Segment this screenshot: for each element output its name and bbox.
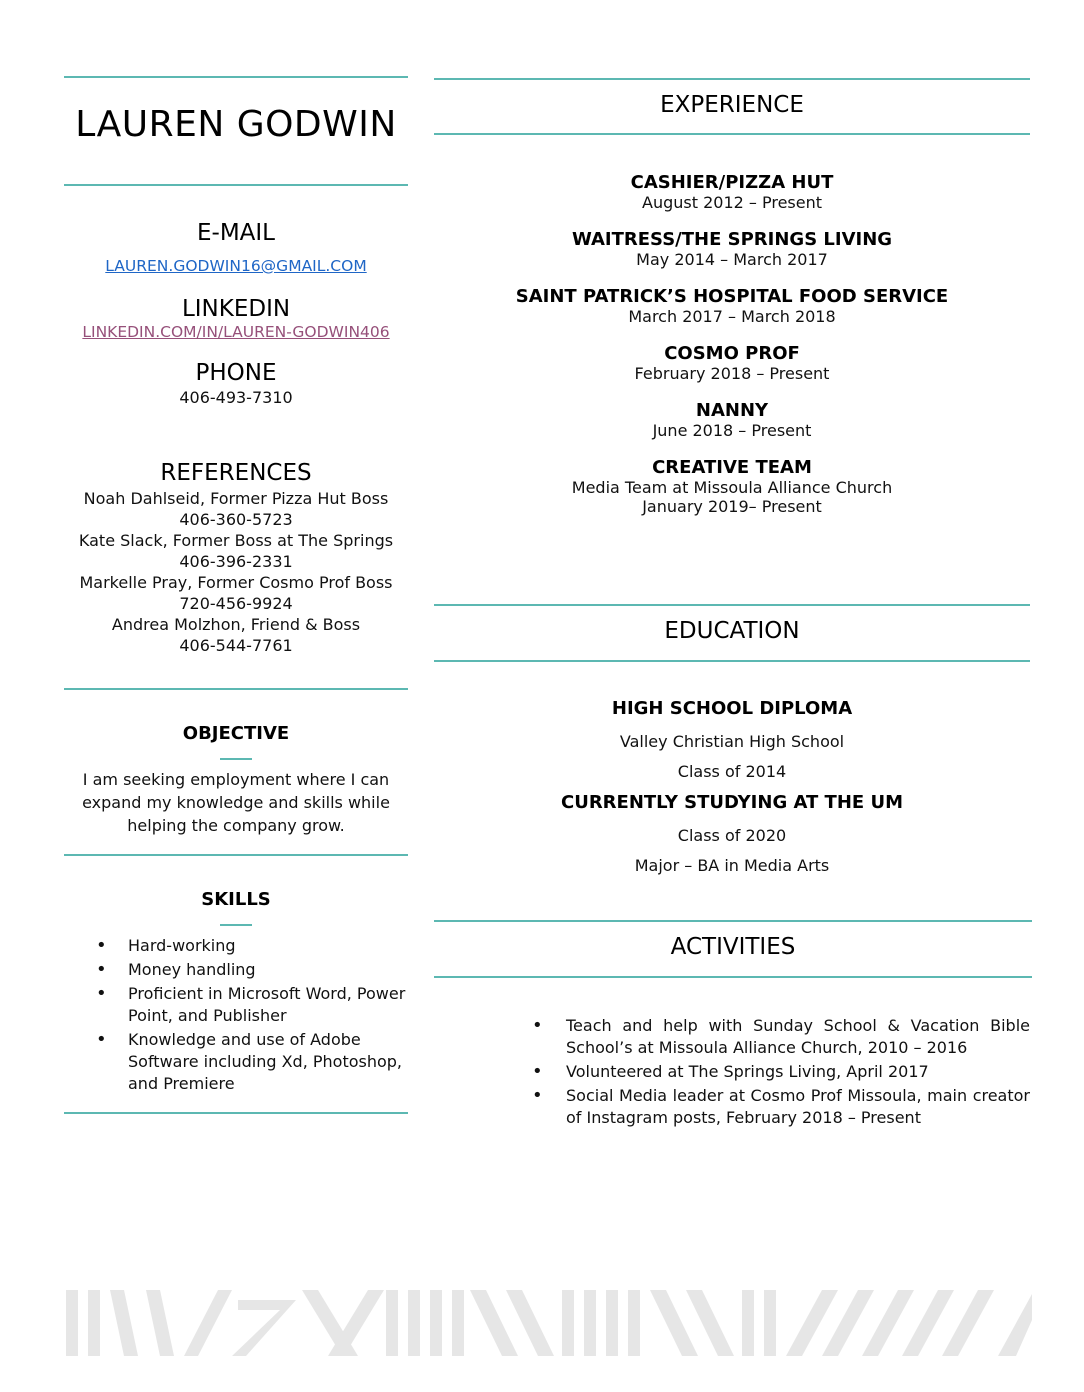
reference-phone: 720-456-9924 bbox=[179, 594, 293, 613]
skills-title: SKILLS bbox=[201, 889, 271, 910]
education-top-rule bbox=[434, 604, 1030, 606]
job-date: June 2018 – Present bbox=[652, 421, 812, 440]
reference-phone: 406-544-7761 bbox=[179, 636, 293, 655]
job-title: SAINT PATRICK’S HOSPITAL FOOD SERVICE bbox=[515, 286, 949, 307]
left-name-rule bbox=[64, 184, 408, 186]
references-title: REFERENCES bbox=[160, 460, 312, 486]
linkedin-link[interactable]: LINKEDIN.COM/IN/LAUREN-GODWIN406 bbox=[82, 323, 390, 341]
left-skills-rule bbox=[64, 854, 408, 856]
job-date: May 2014 – March 2017 bbox=[636, 250, 828, 269]
linkedin-label: LINKEDIN bbox=[181, 296, 291, 322]
footer-pattern-icon bbox=[66, 1290, 1032, 1356]
resume-name: LAUREN GODWIN bbox=[75, 104, 397, 145]
list-item: • Proficient in Microsoft Word, Power Point, and Publisher bbox=[64, 983, 408, 1027]
left-top-rule bbox=[64, 76, 408, 78]
reference-phone: 406-360-5723 bbox=[179, 510, 293, 529]
linkedin-row bbox=[64, 322, 408, 341]
experience-title: EXPERIENCE bbox=[660, 92, 804, 118]
job-date: August 2012 – Present bbox=[642, 193, 822, 212]
phone-label: PHONE bbox=[195, 360, 277, 386]
list-item: • Social Media leader at Cosmo Prof Missoula, main creator of Instagram posts, February 2018 – Present bbox=[532, 1085, 1030, 1129]
job-date: January 2019– Present bbox=[642, 497, 822, 516]
job-title: CREATIVE TEAM bbox=[652, 457, 812, 478]
job-title: WAITRESS/THE SPRINGS LIVING bbox=[571, 229, 893, 250]
activities-bottom-rule bbox=[434, 976, 1032, 978]
education-bottom-rule bbox=[434, 660, 1030, 662]
reference-phone: 406-396-2331 bbox=[179, 552, 293, 571]
objective-title: OBJECTIVE bbox=[182, 723, 290, 744]
reference-name: Andrea Molzhon, Friend & Boss bbox=[111, 615, 361, 634]
job-title: CASHIER/PIZZA HUT bbox=[630, 172, 834, 193]
education-class-2014: Class of 2014 bbox=[677, 762, 787, 781]
education-major: Major – BA in Media Arts bbox=[634, 856, 830, 875]
job-subtitle: Media Team at Missoula Alliance Church bbox=[571, 478, 893, 497]
email-label: E-MAIL bbox=[196, 220, 275, 246]
experience-list bbox=[434, 172, 1030, 516]
job-date: February 2018 – Present bbox=[634, 364, 830, 383]
skills-list bbox=[64, 935, 408, 1097]
objective-underline bbox=[220, 758, 252, 760]
activities-top-rule bbox=[434, 920, 1032, 922]
left-bottom-rule bbox=[64, 1112, 408, 1114]
list-item: • Teach and help with Sunday School & Vacation Bible School’s at Missoula Alliance Church, 2010 – 2016 bbox=[532, 1015, 1030, 1059]
education-diploma: HIGH SCHOOL DIPLOMA bbox=[611, 698, 853, 719]
list-item: • Knowledge and use of Adobe Software including Xd, Photoshop, and Premiere bbox=[64, 1029, 408, 1095]
reference-name: Noah Dahlseid, Former Pizza Hut Boss bbox=[83, 489, 389, 508]
education-class-2020: Class of 2020 bbox=[677, 826, 787, 845]
reference-name: Kate Slack, Former Boss at The Springs bbox=[78, 531, 394, 550]
list-item: • Volunteered at The Springs Living, April 2017 bbox=[532, 1061, 1030, 1083]
experience-bottom-rule bbox=[434, 133, 1030, 135]
objective-text: I am seeking employment where I can expand my knowledge and skills while helping the company grow. bbox=[82, 770, 390, 835]
left-objective-rule bbox=[64, 688, 408, 690]
job-date: March 2017 – March 2018 bbox=[628, 307, 836, 326]
list-item: • Hard-working bbox=[64, 935, 408, 957]
list-item: • Money handling bbox=[64, 959, 408, 981]
education-school: Valley Christian High School bbox=[619, 732, 845, 751]
skills-underline bbox=[220, 924, 252, 926]
references-list bbox=[64, 488, 408, 656]
experience-top-rule bbox=[434, 78, 1030, 80]
activities-title: ACTIVITIES bbox=[670, 934, 796, 960]
email-row bbox=[64, 256, 408, 275]
job-title: NANNY bbox=[695, 400, 769, 421]
education-title: EDUCATION bbox=[664, 618, 800, 644]
activities-list bbox=[532, 1015, 1030, 1131]
email-link[interactable]: LAUREN.GODWIN16@GMAIL.COM bbox=[105, 257, 367, 275]
reference-name: Markelle Pray, Former Cosmo Prof Boss bbox=[79, 573, 393, 592]
phone-number: 406-493-7310 bbox=[179, 388, 293, 407]
footer-decoration bbox=[66, 1290, 1032, 1356]
education-current: CURRENTLY STUDYING AT THE UM bbox=[561, 792, 903, 813]
job-title: COSMO PROF bbox=[664, 343, 800, 364]
